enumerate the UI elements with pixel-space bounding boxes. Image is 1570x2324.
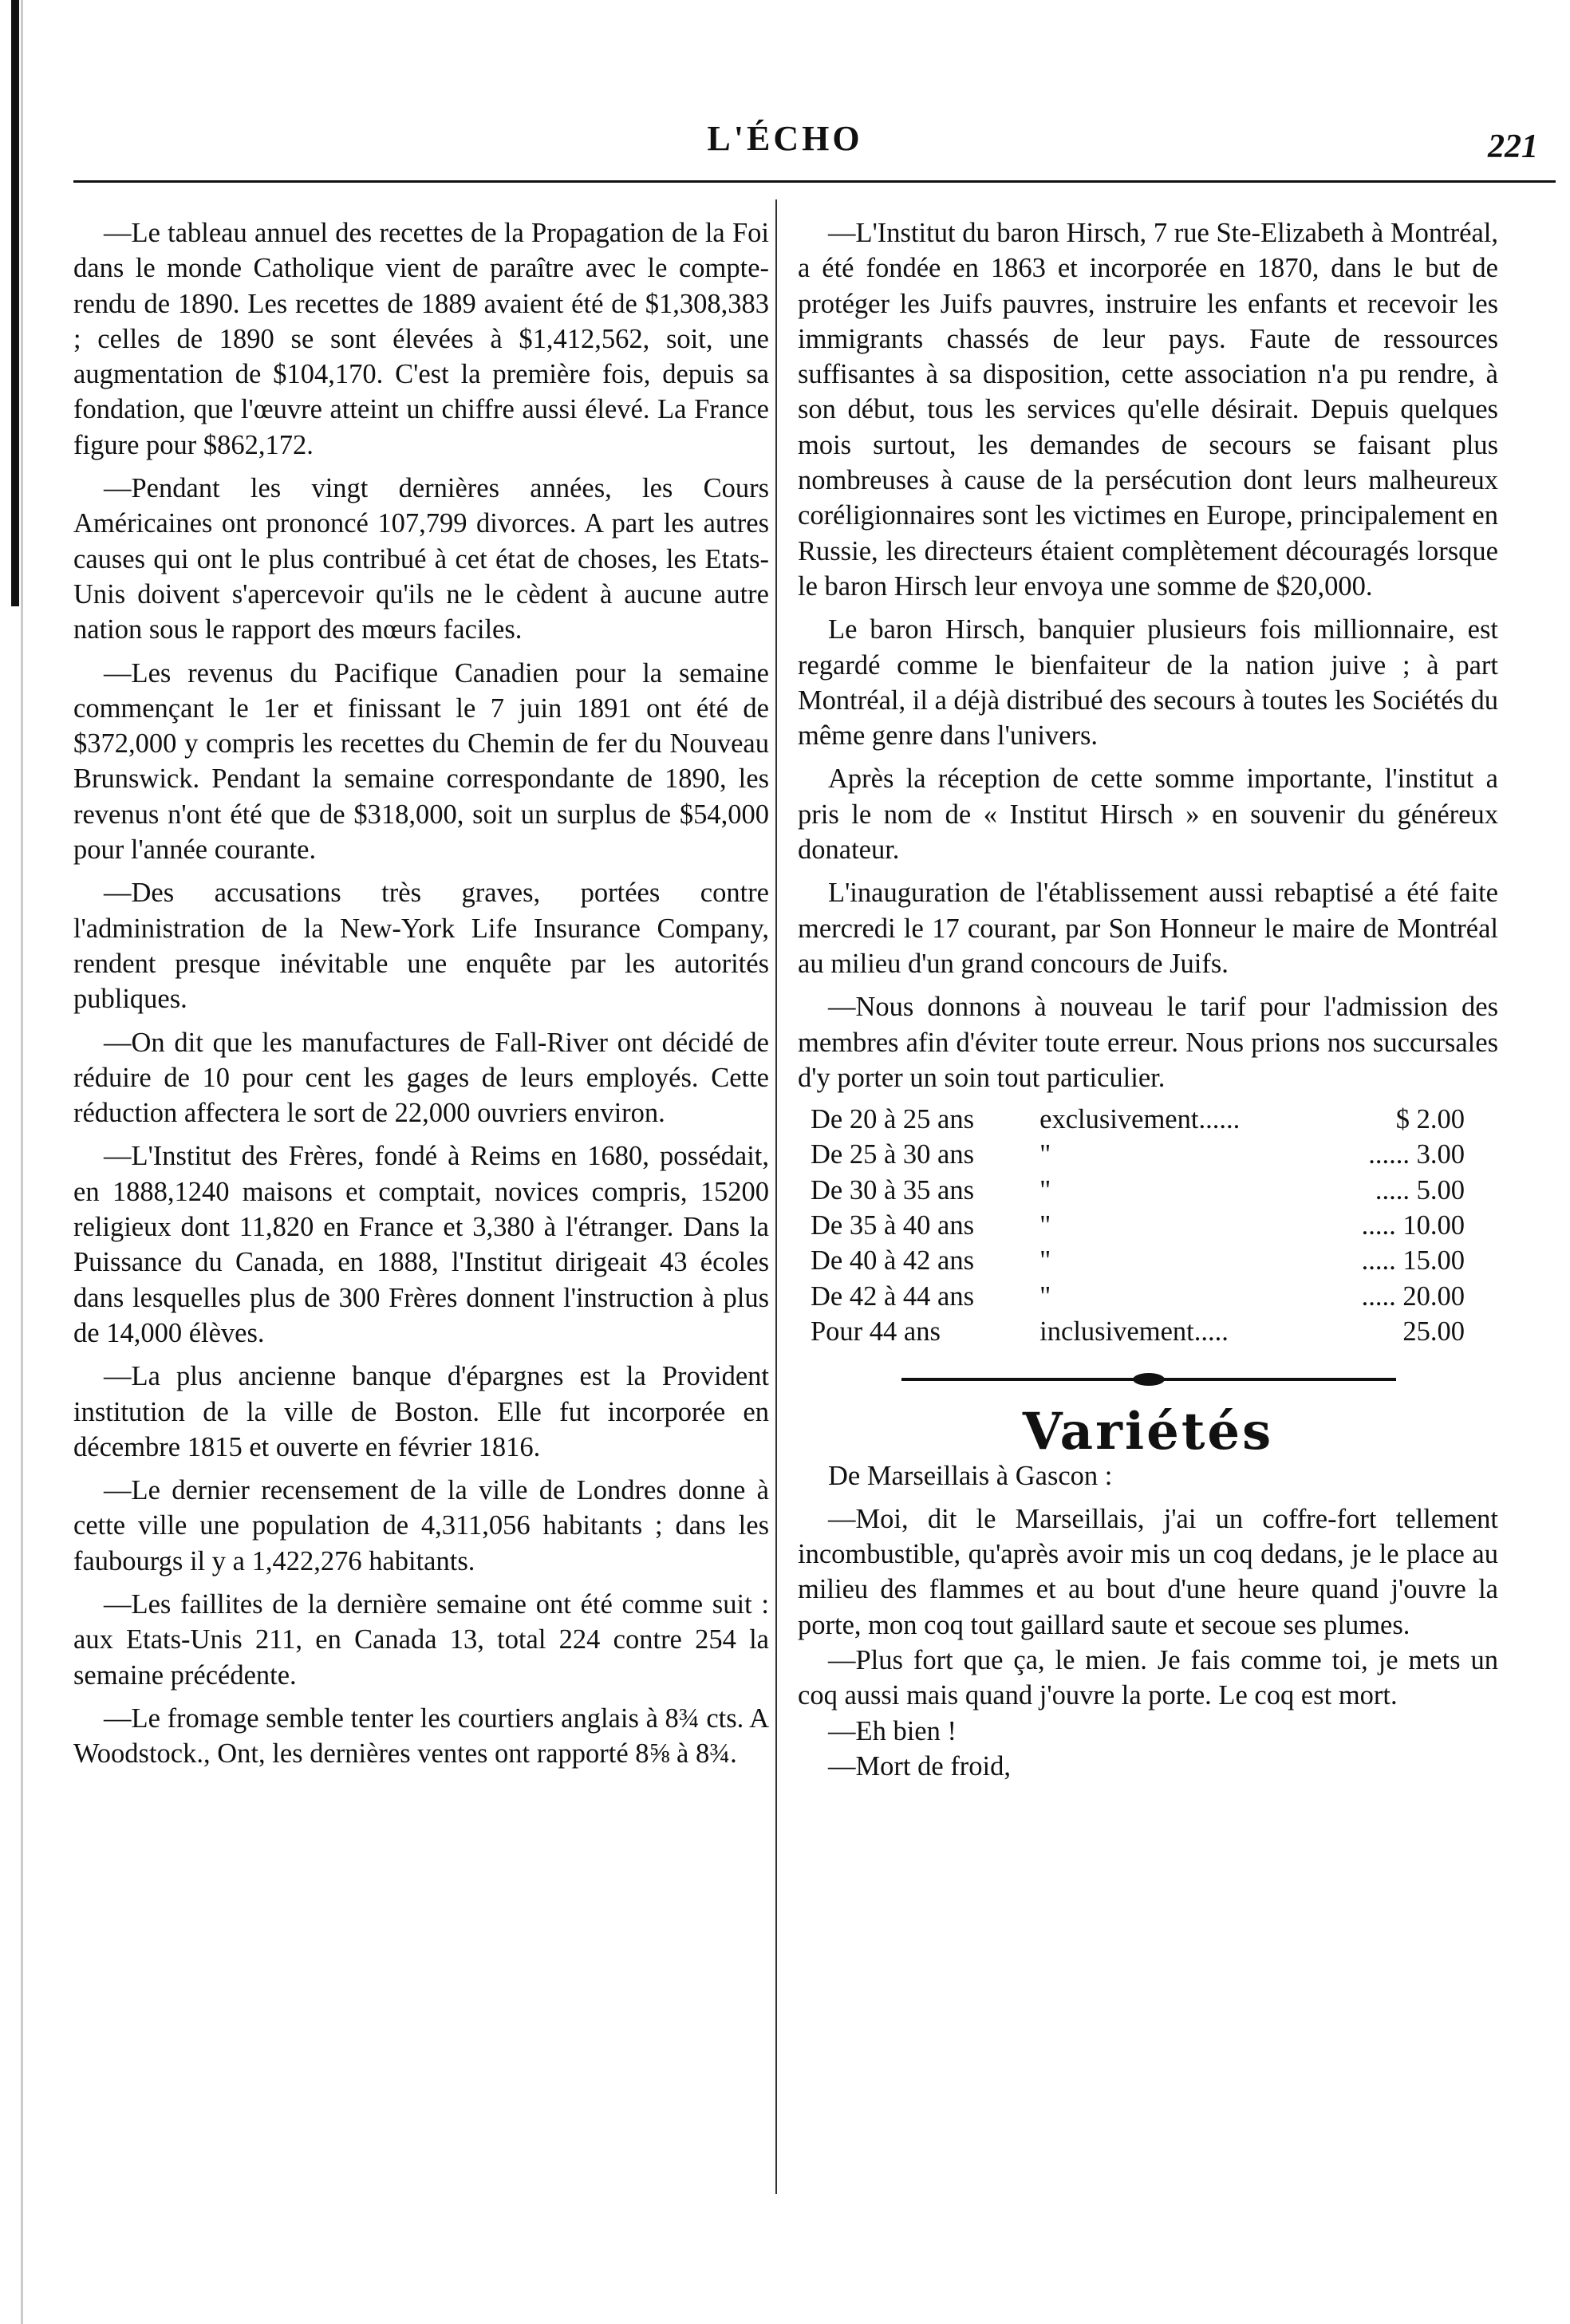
news-item: —La plus ancienne banque d'épargnes est la Provident institution de la ville de Boston. Elle fut incorporée en décembre 1815 et ouverte en février 1816. <box>73 1361 769 1462</box>
tariff-row <box>811 1173 1465 1208</box>
tariff-qualifier: " <box>1039 1174 1051 1205</box>
tariff-label: Pour 44 ans <box>811 1316 941 1347</box>
column-divider <box>775 199 777 2194</box>
tariff-label: De 25 à 30 ans <box>811 1139 975 1170</box>
left-column <box>73 215 769 1779</box>
tariff-price: $ 2.00 <box>1395 1104 1465 1135</box>
running-title: L'ÉCHO <box>707 119 863 158</box>
article-paragraph: L'inauguration de l'établissement aussi rebaptisé a été faite mercredi le 17 courant, par Son Honneur le maire de Montréal au milieu d'un grand concours de Juifs. <box>798 878 1498 979</box>
news-item: —Des accusations très graves, portées contre l'administration de la New-York Life Insurance Company, rendent presque inévitable une enquête par les autorités publiques. <box>73 878 769 1015</box>
news-item: —Le dernier recensement de la ville de Londres donne à cette ville une population de 4,311,056 habitants ; dans les faubourgs il y a 1,422,276 habitants. <box>73 1475 769 1576</box>
news-item: —Le tableau annuel des recettes de la Propagation de la Foi dans le monde Catholique vient de paraître avec le compte-rendu de 1890. Les recettes de 1889 avaient été de $1,308,383 ; celles de 1890 se sont élevées à $1,412,562, soit, une augmentation de $104,170. C'est la première fois, depuis sa fondation, que l'œuvre atteint un chiffre aussi élevé. La France figure pour $862,172. <box>73 218 769 460</box>
tariff-label: De 42 à 44 ans <box>811 1280 975 1312</box>
news-item: —Pendant les vingt dernières années, les Cours Américaines ont prononcé 107,799 divorces. A part les autres causes qui ont le plus contribué à cet état de choses, les Etats-Unis doivent s'apercevoir qu'ils ne le cèdent à aucune autre nation sous le rapport des mœurs faciles. <box>73 473 769 645</box>
news-item: —L'Institut des Frères, fondé à Reims en 1680, possédait, en 1888,1240 maisons et comptait, novices compris, 15200 religieux dont 11,820 en France et 3,380 à l'étranger. Dans la Puissance du Canada, en 1888, l'Institut dirigeait 43 écoles dans lesquelles plus de 300 Frères donnent l'instruction à plus de 14,000 élèves. <box>73 1141 769 1348</box>
page-number: 221 <box>1488 128 1538 165</box>
varietes-paragraph: —Plus fort que ça, le mien. Je fais comme toi, je mets un coq aussi mais quand j'ouvre la porte. Le coq est mort. <box>798 1644 1498 1711</box>
tariff-label: De 35 à 40 ans <box>811 1210 975 1241</box>
news-item: —On dit que les manufactures de Fall-River ont décidé de réduire de 10 pour cent les gages de leurs employés. Cette réduction affectera le sort de 22,000 ouvriers environ. <box>73 1027 769 1129</box>
right-column <box>798 215 1498 1784</box>
tariff-qualifier: exclusivement...... <box>1039 1104 1241 1135</box>
header-rule <box>73 180 1556 183</box>
tariff-qualifier: " <box>1039 1245 1051 1276</box>
news-item: —Les faillites de la dernière semaine ont été comme suit : aux Etats-Unis 211, en Canada 13, total 224 contre 254 la semaine précédente. <box>73 1588 769 1691</box>
article-paragraph: —L'Institut du baron Hirsch, 7 rue Ste-Elizabeth à Montréal, a été fondée en 1863 et incorporée en 1870, dans le but de protéger les Juifs pauvres, instruire les enfants et recevoir les immigrants chassés de leur pays. Faute de ressources suffisantes à sa disposition, cette association n'a pu rendre, à son début, tous les services qu'elle désirait. Depuis quelques mois surtout, les demandes de secours se faisant plus nombreuses à cause de la persécution dont leurs malheureux coréligionnaires sont les victimes en Europe, principalement en Russie, les directeurs étaient complètement découragés lorsque le baron Hirsch leur envoya une somme de $20,000. <box>798 218 1498 602</box>
tariff-qualifier: inclusivement..... <box>1039 1316 1229 1347</box>
tariff-price: ..... 5.00 <box>1375 1174 1465 1205</box>
section-title: Variétés <box>1022 1402 1274 1462</box>
section-ornament <box>901 1373 1396 1386</box>
news-item: —Le fromage semble tenter les courtiers anglais à 8¾ cts. A Woodstock., Ont, les dernières ventes ont rapporté 8⅝ à 8¾. <box>73 1703 769 1770</box>
tariff-price: ..... 10.00 <box>1361 1210 1465 1241</box>
tariff-row <box>811 1279 1465 1314</box>
binding-edge <box>11 0 19 606</box>
tariff-table <box>811 1102 1465 1349</box>
tariff-price: ..... 20.00 <box>1361 1280 1465 1312</box>
tariff-qualifier: " <box>1039 1280 1051 1312</box>
tariff-label: De 40 à 42 ans <box>811 1245 975 1276</box>
article-paragraph: Après la réception de cette somme importante, l'institut a pris le nom de « Institut Hirsch » en souvenir du généreux donateur. <box>798 763 1498 866</box>
varietes-paragraph: —Eh bien ! <box>828 1715 957 1746</box>
tariff-row <box>811 1314 1465 1349</box>
tariff-row <box>811 1137 1465 1172</box>
tariff-price: 25.00 <box>1402 1316 1465 1347</box>
tariff-price: ..... 15.00 <box>1361 1245 1465 1276</box>
tariff-label: De 20 à 25 ans <box>811 1104 975 1135</box>
tariff-label: De 30 à 35 ans <box>811 1174 975 1205</box>
varietes-paragraph: —Moi, dit le Marseillais, j'ai un coffre-fort tellement incombustible, qu'après avoir mis un coq dedans, je le place au milieu des flammes et au bout d'une heure quand j'ouvre la porte, mon coq tout gaillard saute et secoue ses plumes. <box>798 1503 1498 1640</box>
tariff-row <box>811 1243 1465 1278</box>
binding-shadow <box>21 0 23 2324</box>
article-paragraph: Le baron Hirsch, banquier plusieurs fois millionnaire, est regardé comme le bienfaiteur de la nation juive ; à part Montréal, il a déjà distribué des secours à toutes les Sociétés du même genre dans l'univers. <box>798 614 1498 752</box>
ornament-dot <box>1133 1373 1165 1386</box>
tariff-qualifier: " <box>1039 1139 1051 1170</box>
tariff-price: ...... 3.00 <box>1368 1139 1465 1170</box>
tariff-row <box>811 1208 1465 1243</box>
varietes-paragraph: De Marseillais à Gascon : <box>828 1460 1113 1491</box>
varietes-paragraph: —Mort de froid, <box>828 1750 1012 1781</box>
news-item: —Les revenus du Pacifique Canadien pour la semaine commençant le 1er et finissant le 7 juin 1891 ont été de $372,000 y compris les recettes du Chemin de fer du Nouveau Brunswick. Pendant la semaine correspondante de 1890, les revenus n'ont été que de $318,000, soit un surplus de $54,000 pour l'année courante. <box>73 657 769 866</box>
tariff-qualifier: " <box>1039 1210 1051 1241</box>
tariff-row <box>811 1102 1465 1137</box>
article-paragraph: —Nous donnons à nouveau le tarif pour l'admission des membres afin d'éviter toute erreur. Nous prions nos succursales d'y porter un soin tout particulier. <box>798 992 1498 1093</box>
